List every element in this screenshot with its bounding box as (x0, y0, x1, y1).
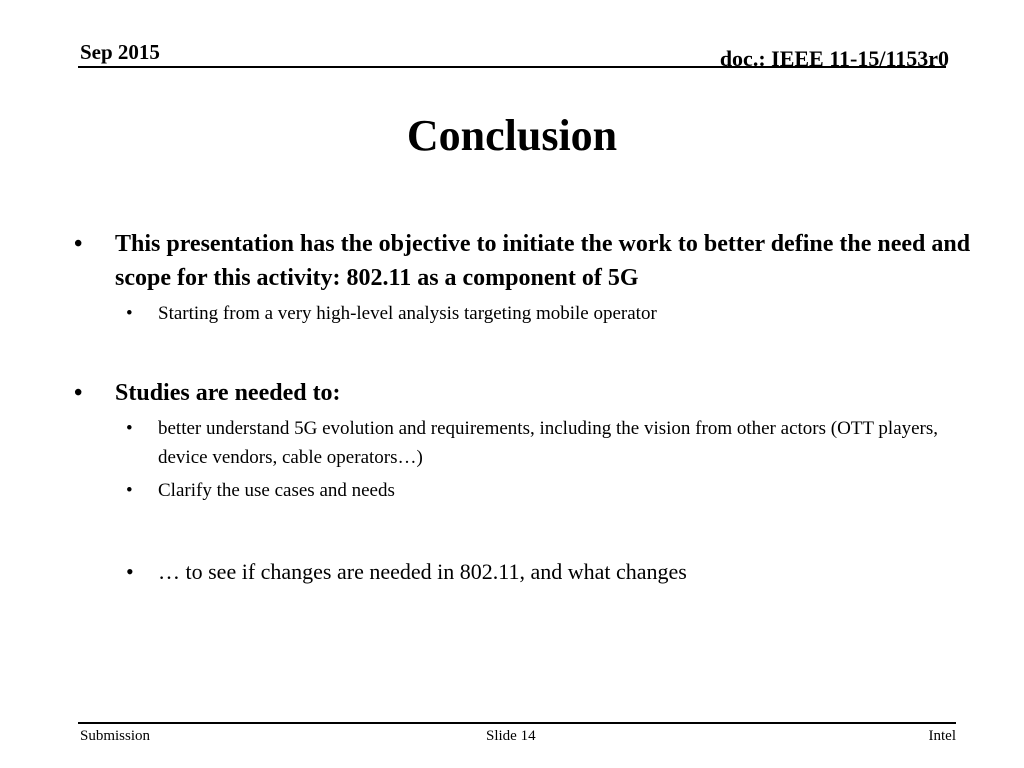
sub-bullet-text: Clarify the use cases and needs (158, 480, 395, 501)
footer-submission: Submission (80, 728, 151, 744)
footer-divider (78, 722, 956, 724)
slide-title: Conclusion (406, 111, 618, 160)
sub-bullet-changes (72, 557, 972, 587)
header-divider (78, 66, 946, 68)
bullet-text: Studies are needed to: (115, 380, 341, 406)
bullet-objective (72, 227, 972, 295)
bullet-text: This presentation has the objective to initiate the work to better define the need and scope for this activity: 802.11 as a component of 5G (115, 231, 971, 291)
sub-bullet-analysis (72, 299, 972, 328)
bullet-dot: • (74, 231, 83, 257)
footer-company: Intel (928, 728, 956, 744)
header-date: Sep 2015 (80, 40, 160, 64)
sub-bullet-dot: • (126, 480, 133, 501)
sub-bullet-use-cases (72, 476, 972, 505)
footer-slide-number: Slide 14 (486, 728, 536, 744)
sub-bullet-dot: • (126, 303, 133, 324)
bullet-studies (72, 376, 972, 410)
slide-body (72, 227, 972, 587)
sub-bullet-text: better understand 5G evolution and requirements, including the vision from other actors (OTT players, device vendors, cable operators…) (158, 418, 939, 468)
sub-bullet-5g-evolution (72, 414, 972, 472)
sub-bullet-text: … to see if changes are needed in 802.11, and what changes (158, 559, 687, 584)
bullet-dot: • (74, 380, 83, 406)
sub-bullet-dot: • (126, 559, 134, 584)
sub-bullet-dot: • (126, 418, 133, 439)
sub-bullet-text: Starting from a very high-level analysis targeting mobile operator (158, 303, 657, 324)
header-doc-id: doc.: IEEE 11-15/1153r0 (719, 46, 949, 71)
